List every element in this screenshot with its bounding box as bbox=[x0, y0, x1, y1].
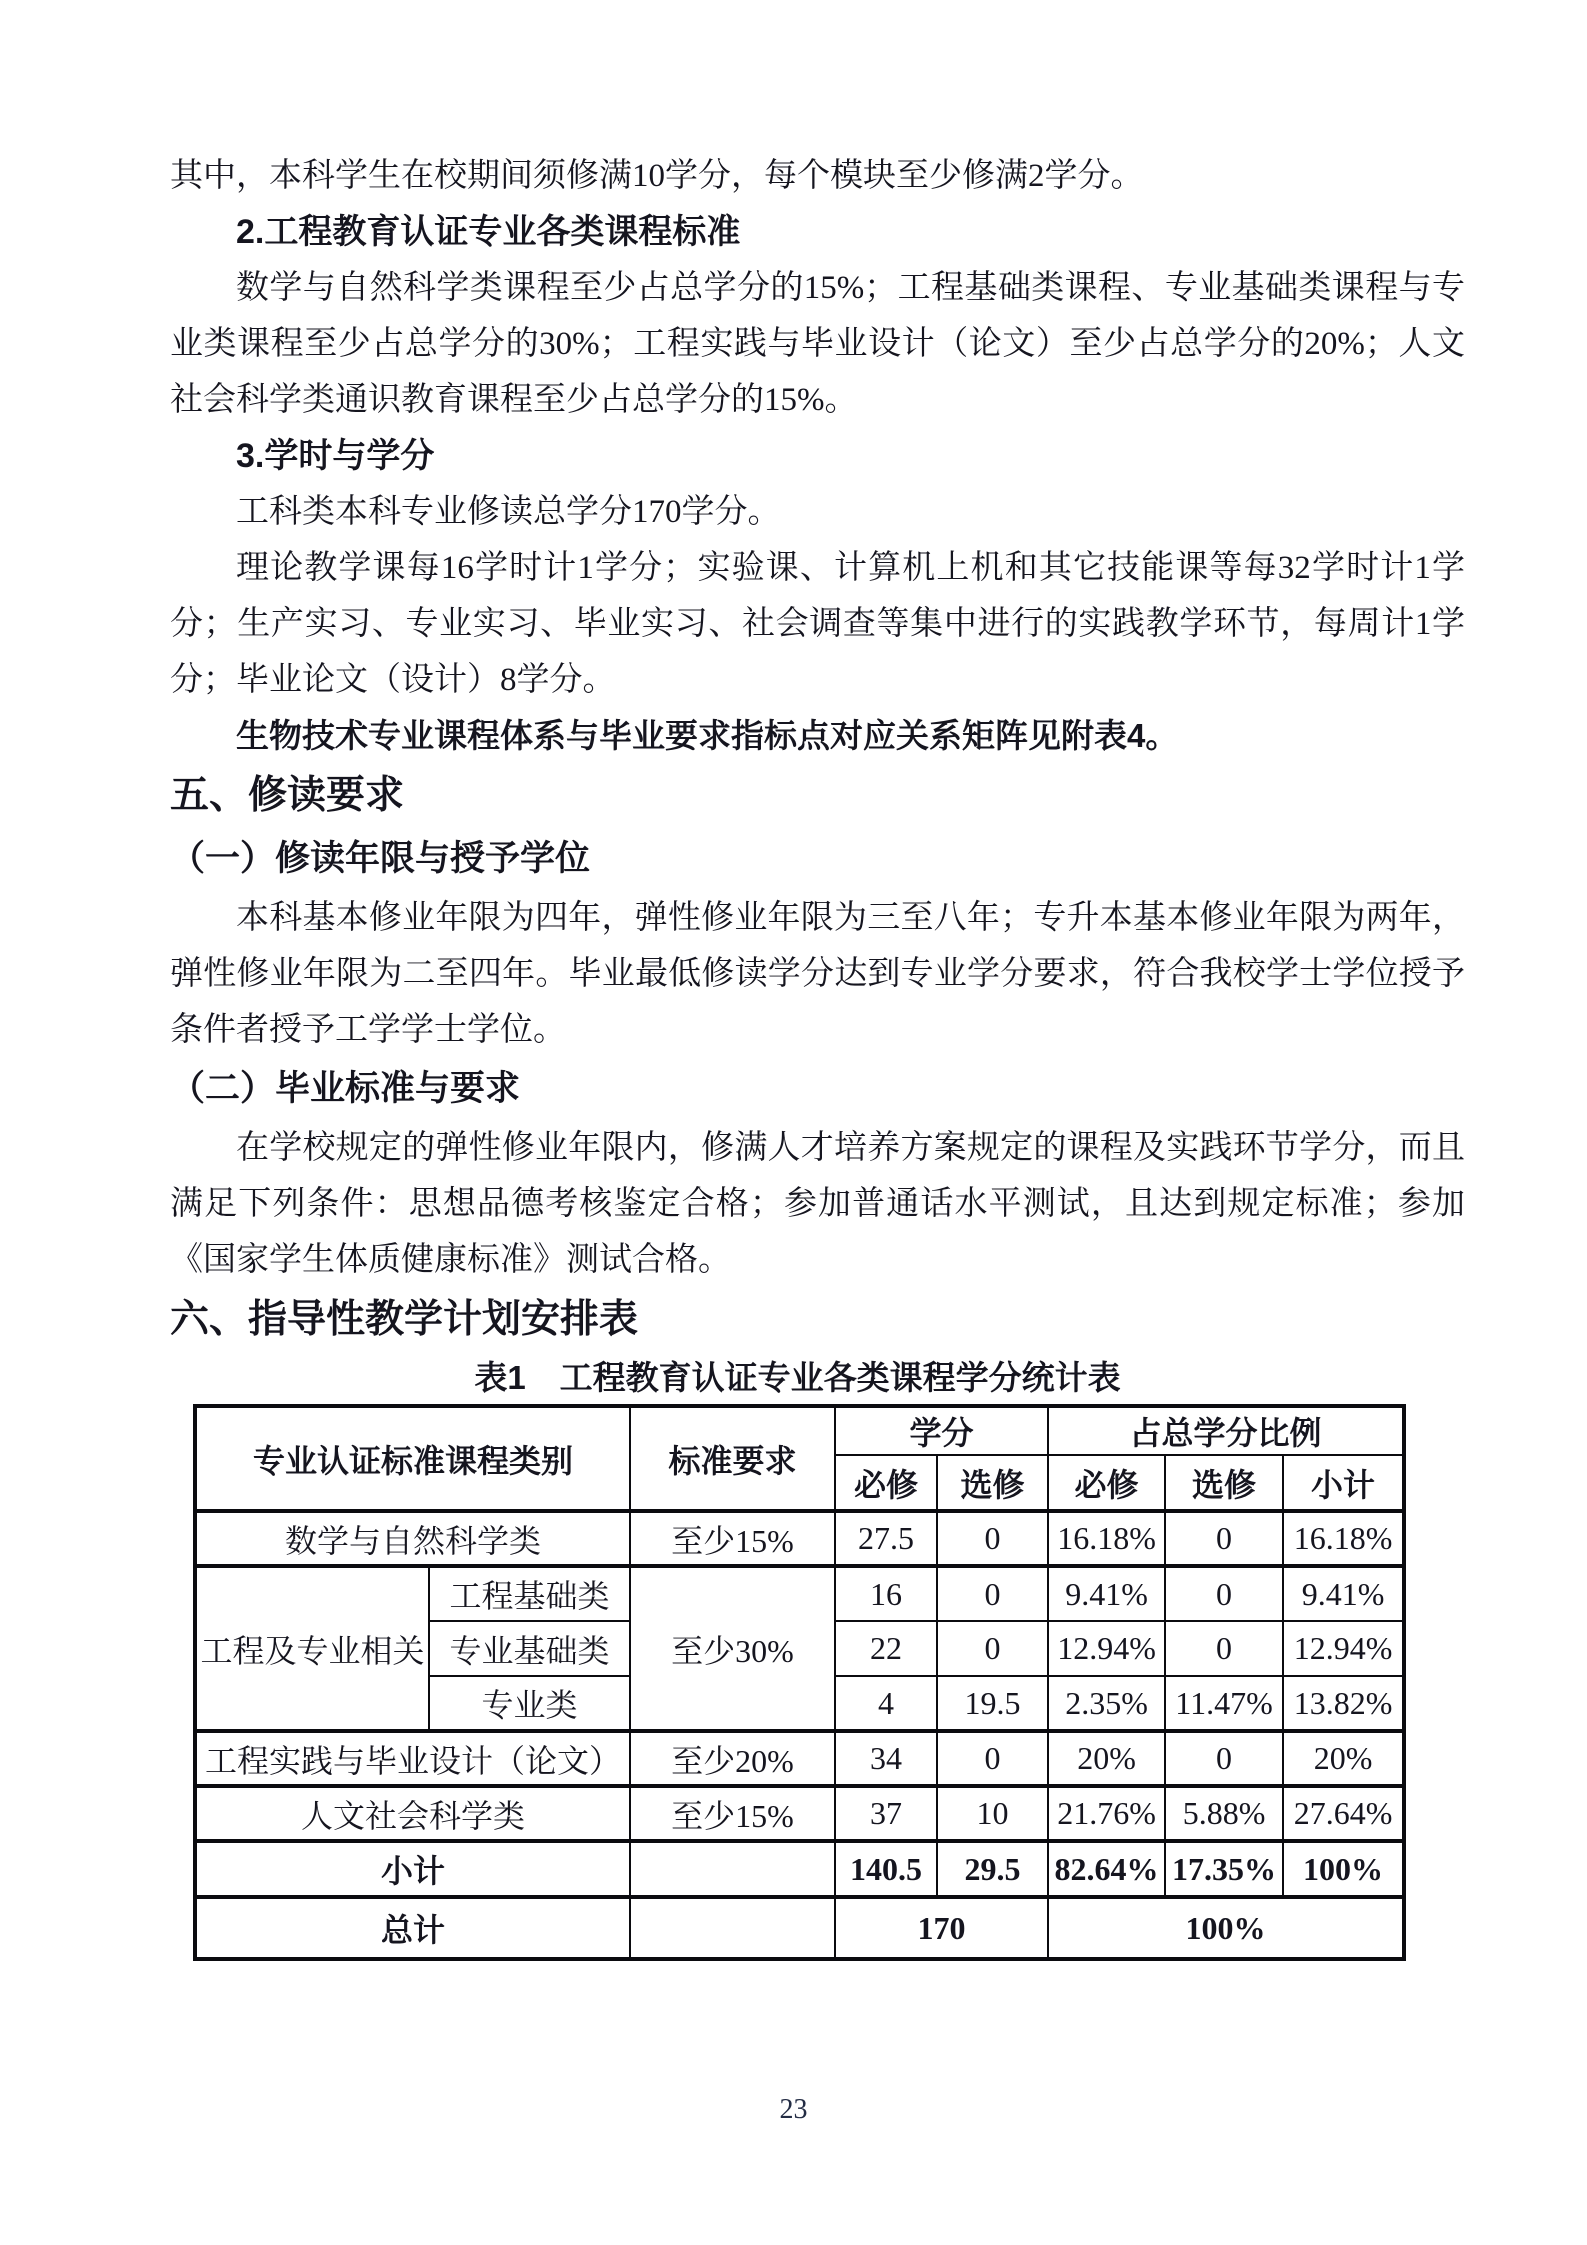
paragraph-intro: 其中，本科学生在校期间须修满10学分，每个模块至少修满2学分。 bbox=[170, 158, 1144, 194]
document-content bbox=[170, 148, 1465, 1961]
cell-humanities-subtotal-ratio: 27.64% bbox=[1283, 1786, 1404, 1841]
cell-engineering-group-label: 工程及专业相关 bbox=[195, 1566, 429, 1731]
col-header-ratio-required: 必修 bbox=[1048, 1455, 1165, 1511]
cell-eng-basic-elective-ratio: 0 bbox=[1165, 1566, 1283, 1621]
cell-humanities-elective-credits: 10 bbox=[937, 1786, 1048, 1841]
col-header-ratio-subtotal: 小计 bbox=[1283, 1455, 1404, 1511]
table-title-label: 表1 bbox=[474, 1359, 526, 1396]
table-title-text: 工程教育认证专业各类课程学分统计表 bbox=[559, 1359, 1121, 1396]
cell-pro-basic-required-ratio: 12.94% bbox=[1048, 1621, 1165, 1676]
cell-pro-basic-subtotal-ratio: 12.94% bbox=[1283, 1621, 1404, 1676]
cell-pro-subtotal-ratio: 13.82% bbox=[1283, 1676, 1404, 1731]
cell-math-elective-ratio: 0 bbox=[1165, 1511, 1283, 1566]
cell-math-required-ratio: 16.18% bbox=[1048, 1511, 1165, 1566]
cell-eng-basic-required-ratio: 9.41% bbox=[1048, 1566, 1165, 1621]
cell-math-requirement: 至少15% bbox=[630, 1511, 835, 1566]
cell-pro-elective-ratio: 11.47% bbox=[1165, 1676, 1283, 1731]
paragraph-matrix-note: 生物技术专业课程体系与毕业要求指标点对应关系矩阵见附表4。 bbox=[236, 717, 1179, 754]
cell-total-ratio: 100% bbox=[1048, 1897, 1404, 1959]
cell-pro-basic-label: 专业基础类 bbox=[429, 1621, 630, 1676]
cell-subtotal-elective-ratio: 17.35% bbox=[1165, 1841, 1283, 1897]
cell-practice-elective-ratio: 0 bbox=[1165, 1731, 1283, 1786]
cell-practice-elective-credits: 0 bbox=[937, 1731, 1048, 1786]
credits-table bbox=[193, 1404, 1406, 1961]
cell-total-credits: 170 bbox=[835, 1897, 1048, 1959]
cell-pro-label: 专业类 bbox=[429, 1676, 630, 1731]
col-header-credits-group: 学分 bbox=[835, 1406, 1048, 1455]
cell-pro-basic-elective-ratio: 0 bbox=[1165, 1621, 1283, 1676]
heading-hours-credits: 3.学时与学分 bbox=[236, 437, 435, 475]
cell-subtotal-required-credits: 140.5 bbox=[835, 1841, 937, 1897]
heading-section-5-1: （一）修读年限与授予学位 bbox=[170, 839, 591, 878]
cell-eng-basic-elective-credits: 0 bbox=[937, 1566, 1048, 1621]
cell-subtotal-requirement-empty bbox=[630, 1841, 835, 1897]
cell-humanities-required-ratio: 21.76% bbox=[1048, 1786, 1165, 1841]
col-header-category: 专业认证标准课程类别 bbox=[195, 1406, 630, 1511]
cell-practice-requirement: 至少20% bbox=[630, 1731, 835, 1786]
cell-pro-elective-credits: 19.5 bbox=[937, 1676, 1048, 1731]
paragraph-study-years: 本科基本修业年限为四年，弹性修业年限为三至八年；专升本基本修业年限为两年，弹性修业年限为二至四年。毕业最低修读学分达到专业学分要求，符合我校学士学位授予条件者授予工学学士学位。 bbox=[170, 900, 1465, 1048]
cell-humanities-label: 人文社会科学类 bbox=[195, 1786, 630, 1841]
cell-math-subtotal-ratio: 16.18% bbox=[1283, 1511, 1404, 1566]
cell-eng-basic-label: 工程基础类 bbox=[429, 1566, 630, 1621]
cell-practice-label: 工程实践与毕业设计（论文） bbox=[195, 1731, 630, 1786]
cell-humanities-requirement: 至少15% bbox=[630, 1786, 835, 1841]
col-header-requirement: 标准要求 bbox=[630, 1406, 835, 1511]
cell-total-requirement-empty bbox=[630, 1897, 835, 1959]
cell-practice-required-ratio: 20% bbox=[1048, 1731, 1165, 1786]
heading-section-5-2: （二）毕业标准与要求 bbox=[170, 1069, 521, 1108]
cell-practice-subtotal-ratio: 20% bbox=[1283, 1731, 1404, 1786]
col-header-credits-elective: 选修 bbox=[937, 1455, 1048, 1511]
cell-subtotal-subtotal-ratio: 100% bbox=[1283, 1841, 1404, 1897]
cell-math-elective-credits: 0 bbox=[937, 1511, 1048, 1566]
paragraph-course-standard: 数学与自然科学类课程至少占总学分的15%；工程基础类课程、专业基础类课程与专业类课程至少占总学分的30%；工程实践与毕业设计（论文）至少占总学分的20%；人文社会科学类通识教育课程至少占总学分的15%。 bbox=[170, 270, 1465, 418]
table-title bbox=[193, 1352, 1402, 1404]
paragraph-total-credits: 工科类本科专业修读总学分170学分。 bbox=[236, 494, 781, 530]
cell-subtotal-required-ratio: 82.64% bbox=[1048, 1841, 1165, 1897]
cell-humanities-required-credits: 37 bbox=[835, 1786, 937, 1841]
paragraph-hours-detail: 理论教学课每16学时计1学分；实验课、计算机上机和其它技能课等每32学时计1学分；生产实习、专业实习、毕业实习、社会调查等集中进行的实践教学环节，每周计1学分；毕业论文（设计）8学分。 bbox=[170, 550, 1465, 698]
heading-section-5: 五、修读要求 bbox=[170, 774, 405, 817]
cell-total-label: 总计 bbox=[195, 1897, 630, 1959]
col-header-ratio-elective: 选修 bbox=[1165, 1455, 1283, 1511]
cell-subtotal-label: 小计 bbox=[195, 1841, 630, 1897]
cell-pro-required-credits: 4 bbox=[835, 1676, 937, 1731]
cell-pro-required-ratio: 2.35% bbox=[1048, 1676, 1165, 1731]
cell-math-required-credits: 27.5 bbox=[835, 1511, 937, 1566]
col-header-credits-required: 必修 bbox=[835, 1455, 937, 1511]
heading-course-standard: 2.工程教育认证专业各类课程标准 bbox=[236, 213, 741, 251]
cell-eng-basic-subtotal-ratio: 9.41% bbox=[1283, 1566, 1404, 1621]
cell-subtotal-elective-credits: 29.5 bbox=[937, 1841, 1048, 1897]
cell-practice-required-credits: 34 bbox=[835, 1731, 937, 1786]
heading-section-6: 六、指导性教学计划安排表 bbox=[170, 1298, 639, 1341]
cell-engineering-group-requirement: 至少30% bbox=[630, 1566, 835, 1731]
page-number: 23 bbox=[779, 2094, 808, 2125]
cell-pro-basic-required-credits: 22 bbox=[835, 1621, 937, 1676]
paragraph-graduation-requirements: 在学校规定的弹性修业年限内，修满人才培养方案规定的课程及实践环节学分，而且满足下列条件：思想品德考核鉴定合格；参加普通话水平测试，且达到规定标准；参加《国家学生体质健康标准》测试合格。 bbox=[170, 1130, 1465, 1278]
cell-pro-basic-elective-credits: 0 bbox=[937, 1621, 1048, 1676]
cell-eng-basic-required-credits: 16 bbox=[835, 1566, 937, 1621]
col-header-ratio-group: 占总学分比例 bbox=[1048, 1406, 1404, 1455]
credits-table-container bbox=[193, 1352, 1402, 1961]
cell-humanities-elective-ratio: 5.88% bbox=[1165, 1786, 1283, 1841]
cell-math-label: 数学与自然科学类 bbox=[195, 1511, 630, 1566]
